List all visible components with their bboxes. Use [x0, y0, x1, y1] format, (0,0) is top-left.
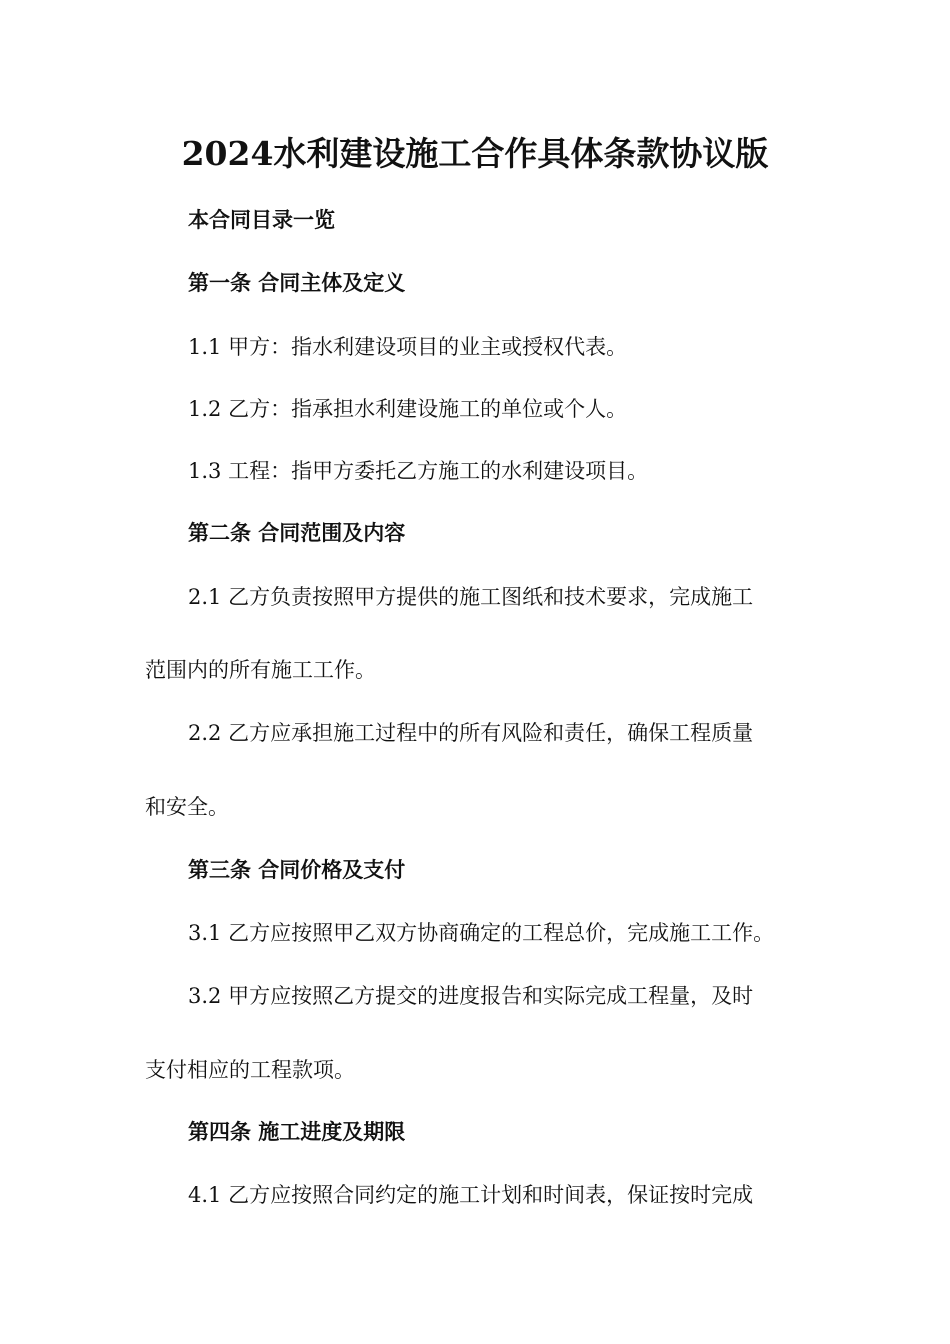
- clause-continuation: 支付相应的工程款项。: [145, 1058, 355, 1082]
- toc-heading: 本合同目录一览: [188, 207, 335, 232]
- section-heading: 第三条 合同价格及支付: [188, 857, 406, 882]
- clause-line: 2.2 乙方应承担施工过程中的所有风险和责任，确保工程质量: [188, 721, 754, 745]
- section-heading: 第四条 施工进度及期限: [188, 1119, 406, 1144]
- clause-line: 1.1 甲方：指水利建设项目的业主或授权代表。: [188, 335, 628, 359]
- clause-line: 3.1 乙方应按照甲乙双方协商确定的工程总价，完成施工工作。: [188, 921, 775, 945]
- clause-continuation: 范围内的所有施工工作。: [145, 658, 376, 682]
- section-heading: 第一条 合同主体及定义: [188, 270, 406, 295]
- clause-continuation: 和安全。: [145, 795, 229, 819]
- section-heading: 第二条 合同范围及内容: [188, 520, 406, 545]
- clause-line: 4.1 乙方应按照合同约定的施工计划和时间表，保证按时完成: [188, 1183, 754, 1207]
- clause-line: 2.1 乙方负责按照甲方提供的施工图纸和技术要求，完成施工: [188, 585, 754, 609]
- document-title: 2024水利建设施工合作具体条款协议版: [181, 134, 769, 173]
- clause-line: 3.2 甲方应按照乙方提交的进度报告和实际完成工程量，及时: [188, 984, 754, 1008]
- clause-line: 1.2 乙方：指承担水利建设施工的单位或个人。: [188, 397, 628, 421]
- clause-line: 1.3 工程：指甲方委托乙方施工的水利建设项目。: [188, 459, 649, 483]
